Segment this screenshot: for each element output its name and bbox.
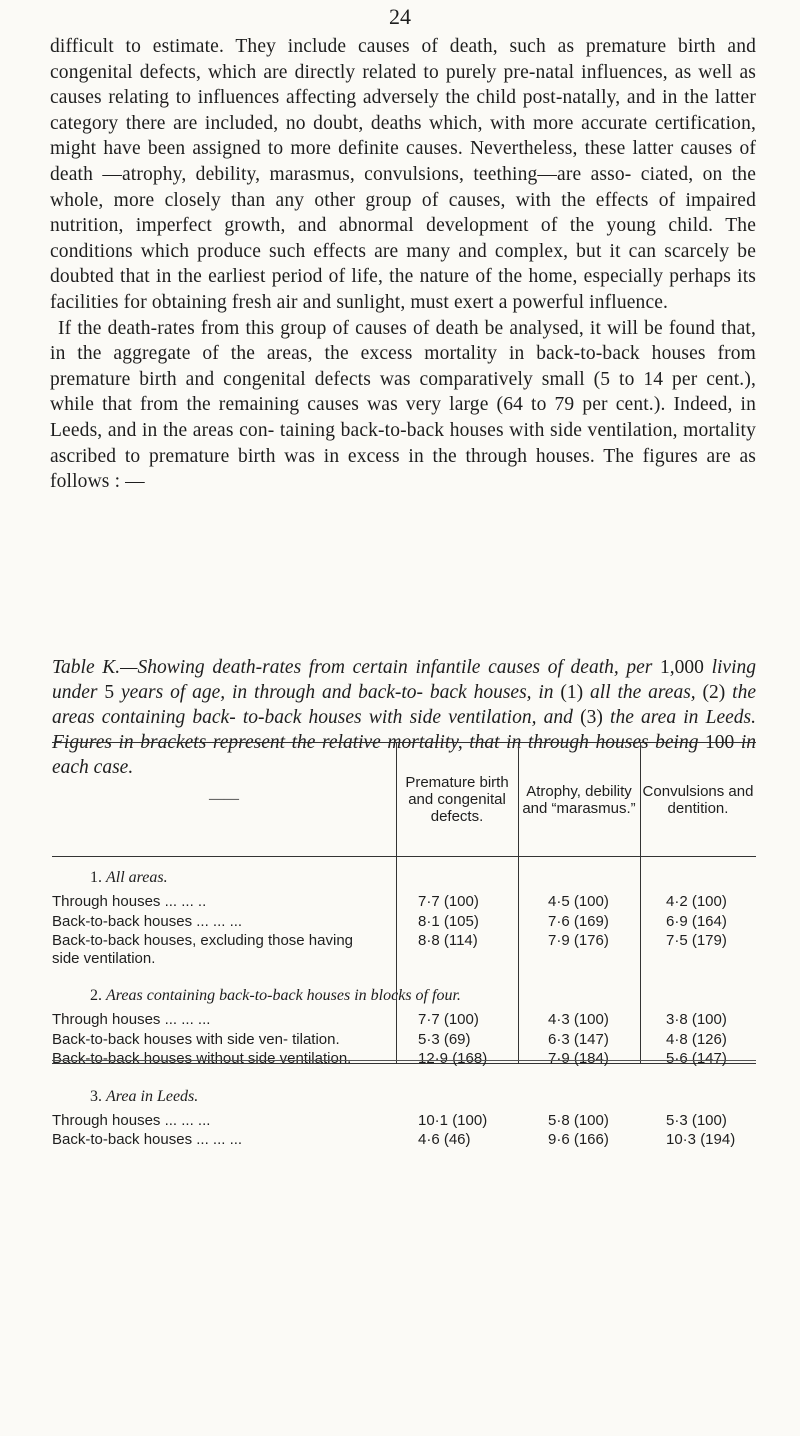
paragraph-2: If the death-rates from this group of causes of death be analysed, it will be found that, in the aggregate of the areas, the excess mortality in back-to-back houses from premature birth and congenital defects was comparatively small (5 to 14 per cent.), while that from the remaining causes was very large (64 to 79 per cent.). Indeed, in Leeds, and in the areas con- taining back-to-back houses with side ventilation, mortality ascribed to premature birth was in excess in the through houses. The figures are as follows : — [50, 317, 756, 493]
table-row [52, 1112, 756, 1130]
cell-premature: 10·1 (100) [418, 1111, 488, 1129]
data-table [52, 742, 756, 1148]
section-number: 1. [90, 869, 102, 886]
cell-convulsions: 4·2 (100) [666, 893, 727, 910]
caption-text: years of age, in through and back-to- back houses, in [120, 682, 554, 703]
table-row [52, 913, 756, 931]
cell-atrophy: 4·5 (100) [548, 893, 609, 910]
row-label: Back-to-back houses ... ... ... [52, 912, 243, 930]
cell-atrophy: 7·6 (169) [548, 912, 609, 930]
caption-text: all the areas, [590, 682, 696, 703]
row-label: Back-to-back houses, excluding those having side ventilation. [52, 932, 354, 967]
page-number: 24 [389, 4, 411, 29]
cell-convulsions: 4·8 (126) [666, 1030, 727, 1048]
paragraph-1: difficult to estimate. They include causes of death, such as premature birth and congenital defects, which are directly related to purely pre-natal influences, as well as causes relating to influences affecting adversely the child post-natally, and in the latter category there are included, no doubt, deaths which, with more accurate certification, might have been assigned to more definite causes. Nevertheless, these latter causes of death —atrophy, debility, marasmus, convulsions, teething—are asso- ciated, on the whole, more closely than any other group of causes, with the effects of impaired nutrition, imperfect growth, and abnormal development of the young child. The conditions which produce such effects are many and complex, but it can scarcely be doubted that in the earliest period of life, the nature of the home, especially perhaps its facilities for obtaining fresh air and sunlight, must exert a powerful influence. [50, 36, 756, 313]
header-rule [52, 856, 756, 857]
caption-number: 5 [97, 682, 121, 703]
caption-number: (1) [553, 682, 591, 703]
section-heading [52, 987, 756, 1005]
cell-premature: 8·1 (105) [418, 912, 479, 930]
caption-number: 100 [698, 732, 741, 753]
body-text [50, 34, 756, 495]
table-row [52, 1050, 756, 1068]
caption-number: (2) [695, 682, 733, 703]
section-title: Area in Leeds. [106, 1087, 199, 1105]
section-title: All areas. [106, 869, 168, 886]
caption-number: (3) [572, 707, 611, 728]
caption-text: living under [52, 657, 757, 703]
table-row [52, 1131, 756, 1149]
header-convulsions: Convulsions and dentition. [642, 782, 754, 817]
cell-convulsions: 6·9 (164) [666, 912, 727, 930]
cell-premature: 8·8 (114) [418, 932, 478, 949]
caption-text: the area in Leeds. Figures in brackets represent the relative mortality, that in through houses being [52, 707, 756, 753]
caption-number: 1,000 [652, 657, 712, 678]
cell-premature: 4·6 (46) [418, 1131, 471, 1148]
table-body [52, 869, 756, 1151]
caption-text: in each case. [52, 732, 756, 778]
cell-premature: 7·7 (100) [418, 1011, 479, 1028]
section-number: 2. [90, 987, 102, 1004]
cell-convulsions: 10·3 (194) [666, 1131, 736, 1148]
row-label: Through houses ... ... ... [52, 1111, 211, 1129]
table-row [52, 893, 756, 911]
row-label: Back-to-back houses ... ... ... [52, 1131, 243, 1148]
cell-atrophy: 7·9 (176) [548, 932, 609, 949]
table-row [52, 1011, 756, 1029]
row-label: Through houses ... ... ... [52, 1011, 211, 1028]
caption-text: per [626, 657, 653, 678]
row-label: Back-to-back houses with side ven- tilation. [52, 1030, 340, 1048]
cell-atrophy: 5·8 (100) [548, 1111, 609, 1129]
caption-table-label: Table K. [52, 657, 121, 678]
cell-atrophy: 6·3 (147) [548, 1030, 609, 1048]
cell-premature: 5·3 (69) [418, 1030, 471, 1048]
cell-convulsions: 7·5 (179) [666, 932, 727, 949]
header-premature-birth: Premature birth and congenital defects. [405, 774, 509, 825]
section-heading [52, 1088, 756, 1106]
cell-premature: 7·7 (100) [418, 893, 479, 910]
section-title: Areas containing back-to-back houses in blocks of four. [106, 987, 461, 1004]
cell-convulsions: 3·8 (100) [666, 1011, 727, 1028]
caption-text: —Showing death-rates from certain infantile causes of death, [120, 657, 627, 678]
cell-convulsions: 5·3 (100) [666, 1111, 727, 1129]
header-atrophy-debility: Atrophy, debility and “marasmus.” [522, 782, 636, 817]
row-label: Back-to-back houses without side ventilation. [52, 1050, 352, 1067]
table-row [52, 932, 756, 967]
header-label-column: —— [209, 791, 239, 807]
cell-atrophy: 9·6 (166) [548, 1131, 609, 1148]
table-row [52, 1031, 756, 1049]
section-number: 3. [90, 1087, 102, 1105]
cell-atrophy: 4·3 (100) [548, 1011, 609, 1028]
caption-text: the areas containing back- to-back houses with side ventilation, and [52, 682, 756, 728]
cell-convulsions: 5·6 (147) [666, 1050, 727, 1067]
section-heading [52, 869, 756, 887]
cell-premature: 12·9 (168) [418, 1050, 488, 1067]
row-label: Through houses ... ... .. [52, 893, 207, 910]
cell-atrophy: 7·9 (184) [548, 1050, 609, 1067]
